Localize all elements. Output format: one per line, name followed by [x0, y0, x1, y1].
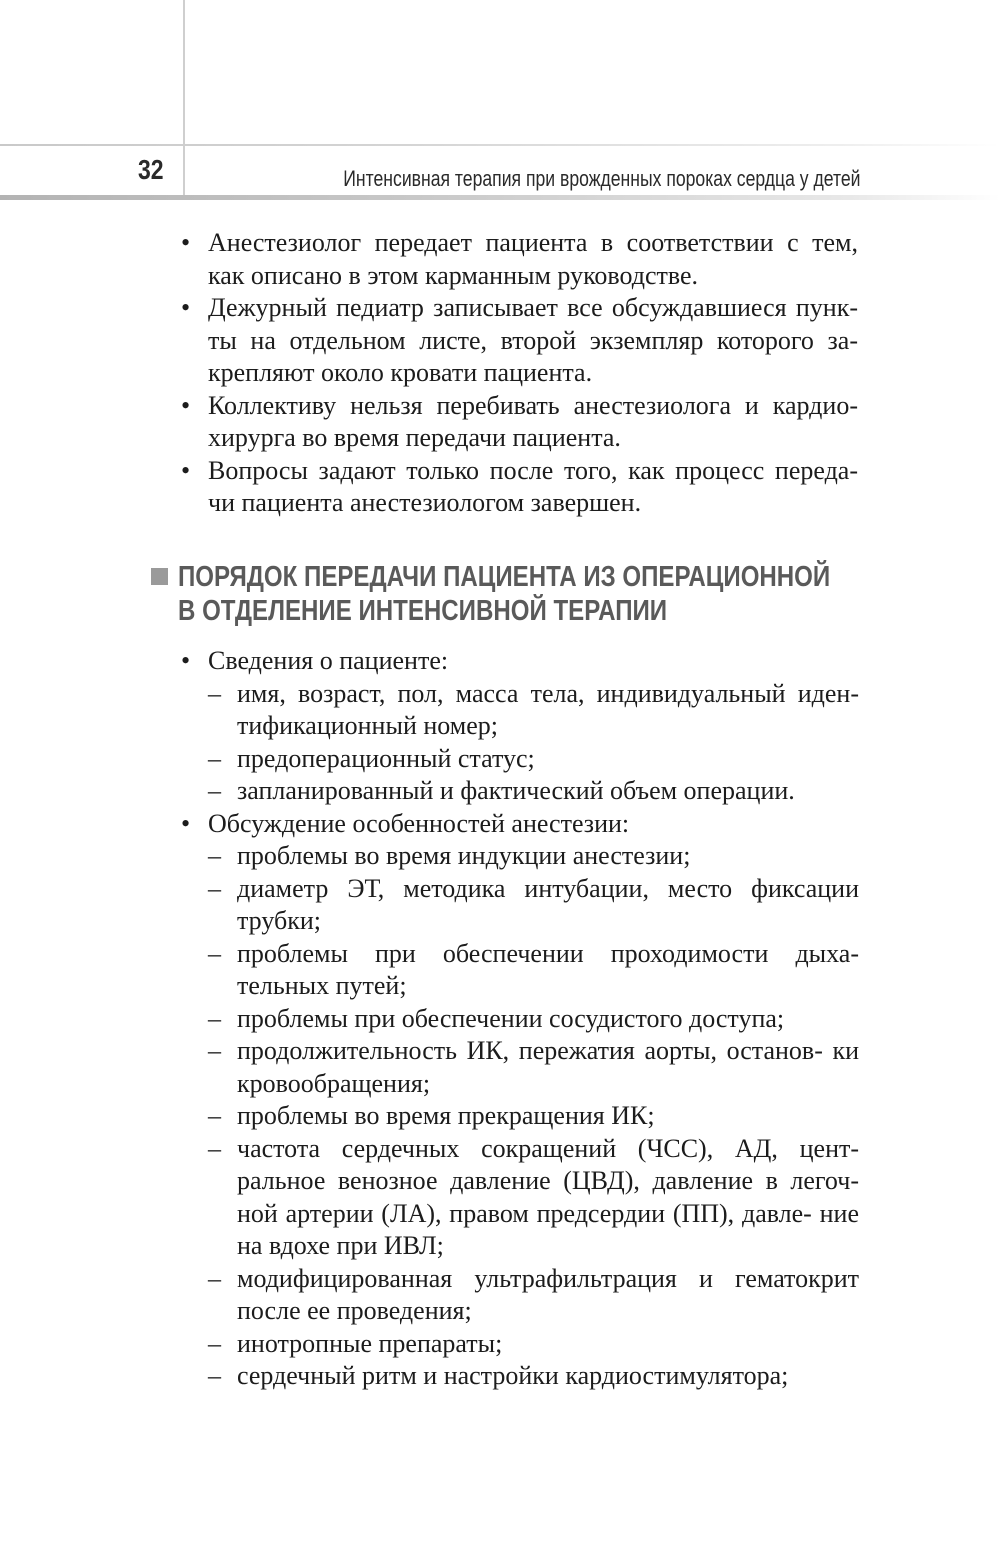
list-line: запланированный и фактический объем операции.	[237, 776, 795, 805]
dash-marker: –	[208, 1003, 221, 1033]
list-line: после ее проведения;	[237, 1296, 472, 1325]
list-line: сердечный ритм и настройки кардиостимулятора;	[237, 1361, 789, 1390]
dash-marker: –	[208, 776, 221, 805]
dash-marker: –	[208, 841, 221, 870]
dash-marker: –	[208, 1328, 221, 1358]
bullet-marker: •	[181, 646, 191, 675]
dash-marker: –	[208, 678, 221, 708]
dash-marker: –	[208, 1133, 221, 1163]
list-top	[0, 227, 1000, 520]
list-line: имя, возраст, пол, масса тела, индивидуальный иден-	[237, 678, 859, 708]
list-line: Коллективу нельзя перебивать анестезиолога и кардио-	[208, 390, 858, 420]
list-line: предоперационный статус;	[237, 743, 535, 773]
list-line: частота сердечных сокращений (ЧСС), АД, цент-	[237, 1133, 859, 1163]
main-list-bullet-item	[0, 645, 858, 678]
main-list-dash-item	[0, 1003, 859, 1036]
list-line: Дежурный педиатр записывает все обсуждавшиеся пунк-	[208, 293, 858, 322]
main-list-dash-item	[0, 1035, 859, 1100]
header-bottom-rule	[0, 195, 1000, 200]
main-list-dash-item	[0, 775, 859, 808]
list-line: тификационный номер;	[237, 711, 498, 740]
section-title-line-2: В ОТДЕЛЕНИЕ ИНТЕНСИВНОЙ ТЕРАПИИ	[178, 595, 668, 627]
list-line: чи пациента анестезиологом завершен.	[208, 488, 642, 517]
list-line: проблемы при обеспечении проходимости дыха-	[237, 938, 859, 968]
list-main	[0, 645, 1000, 1393]
list-line: Анестезиолог передает пациента в соответствии с тем,	[208, 228, 858, 257]
list-line: как описано в этом карманным руководстве.	[208, 260, 699, 290]
list-line: ной артерии (ЛА), правом предсердии (ПП), давле-	[237, 1198, 812, 1228]
list-line: Сведения о пациенте:	[208, 646, 449, 675]
main-list-dash-item	[0, 1133, 859, 1263]
dash-marker: –	[208, 938, 221, 968]
top-list-bullet-item	[0, 292, 858, 390]
list-line: диаметр ЭТ, методика интубации, место фиксации	[237, 873, 859, 903]
main-list-dash-item	[0, 1328, 859, 1361]
main-list-dash-item	[0, 938, 859, 1003]
list-line: инотропные препараты;	[237, 1328, 503, 1358]
list-line: тельных путей;	[237, 971, 407, 1000]
main-list-dash-item	[0, 743, 859, 776]
section-square-marker	[151, 568, 168, 585]
main-list-bullet-item	[0, 808, 858, 841]
top-list-bullet-item	[0, 455, 858, 520]
header-vertical-rule	[183, 0, 185, 196]
top-list-bullet-item	[0, 390, 858, 455]
top-list-bullet-item	[0, 227, 858, 292]
main-list-dash-item	[0, 678, 859, 743]
bullet-marker: •	[181, 390, 191, 420]
list-line: ки кровообращения;	[237, 1036, 860, 1098]
bullet-marker: •	[181, 455, 191, 485]
list-line: крепляют около кровати пациента.	[208, 358, 593, 387]
dash-marker: –	[208, 1036, 221, 1065]
bullet-marker: •	[181, 293, 191, 322]
list-line: проблемы при обеспечении сосудистого доступа;	[237, 1003, 785, 1033]
dash-marker: –	[208, 1263, 221, 1293]
bullet-marker: •	[181, 808, 191, 838]
list-line: проблемы во время индукции анестезии;	[237, 841, 691, 870]
main-list-dash-item	[0, 873, 859, 938]
list-line: трубки;	[237, 906, 321, 935]
list-line: модифицированная ультрафильтрация и гематокрит	[237, 1263, 859, 1293]
main-list-dash-item	[0, 1360, 859, 1393]
dash-marker: –	[208, 743, 221, 773]
section-title	[178, 560, 830, 628]
list-line: Обсуждение особенностей анестезии:	[208, 808, 630, 838]
list-line: Вопросы задают только после того, как процесс переда-	[208, 455, 858, 485]
main-list-dash-item	[0, 1263, 859, 1328]
list-line: ты на отдельном листе, второй экземпляр которого за-	[208, 325, 858, 355]
section-title-line-1: ПОРЯДОК ПЕРЕДАЧИ ПАЦИЕНТА ИЗ ОПЕРАЦИОННОЙ	[178, 561, 831, 593]
page-number: 32	[138, 154, 164, 185]
list-line: продолжительность ИК, пережатия аорты, останов-	[237, 1036, 823, 1065]
list-line: ние на вдохе при ИВЛ;	[237, 1198, 859, 1260]
dash-marker: –	[208, 1361, 221, 1390]
list-line: хирурга во время передачи пациента.	[208, 423, 621, 452]
list-line: ральное венозное давление (ЦВД), давление в легоч-	[237, 1166, 859, 1195]
running-title: Интенсивная терапия при врожденных пороках сердца у детей	[342, 166, 860, 191]
dash-marker: –	[208, 1101, 221, 1130]
main-list-dash-item	[0, 840, 859, 873]
list-line: проблемы во время прекращения ИК;	[237, 1101, 655, 1130]
bullet-marker: •	[181, 228, 191, 257]
main-list-dash-item	[0, 1100, 859, 1133]
header-top-rule	[0, 144, 1000, 146]
dash-marker: –	[208, 873, 221, 903]
